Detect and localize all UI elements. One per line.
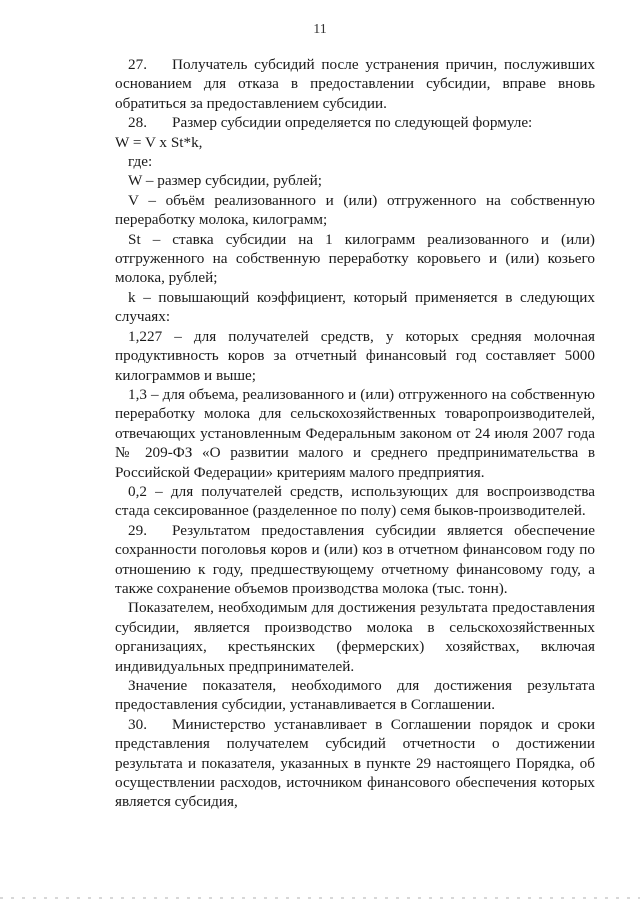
clause-number-28: 28. (128, 114, 147, 132)
page-number: 11 (313, 22, 327, 37)
clause-number-30: 30. (128, 715, 147, 733)
definition-w: W – размер субсидии, рублей; (128, 172, 323, 190)
indicator-value-paragraph: Значение показателя, необходимого для достижения результата предоставления субсидии, устанавливается в Соглашении. (115, 677, 595, 714)
definition-v: V – объём реализованного и (или) отгруженного на собственную переработку молока, килограмм; (115, 191, 595, 229)
coefficient-02: 0,2 – для получателей средств, использующих для воспроизводства стада сексированное (разделенное по полу) семя быков-производителей. (115, 482, 595, 520)
where-label: где: (128, 153, 153, 171)
definition-st: St – ставка субсидии на 1 килограмм реализованного и (или) отгруженного на собственную переработку коровьего и (или) козьего молока, рублей; (115, 230, 595, 287)
scan-edge-artifact (0, 897, 640, 899)
formula-line: W = V x St*k, (115, 133, 203, 151)
paragraph-29 (115, 521, 595, 599)
clause-number-29: 29. (128, 521, 147, 539)
document-body (115, 55, 595, 812)
paragraph-text: Министерство устанавливает в Соглашении порядок и сроки представления получателем субсидий отчетности о достижении результата и показателя, указанных в пункте 29 настоящего Порядка, об осуществлении расходов, источником финансового обеспечения которых является субсидия, (115, 715, 595, 811)
coefficient-1227: 1,227 – для получателей средств, у которых средняя молочная продуктивность коров за отчетный финансовый год составляет 5000 килограммов и выше; (115, 327, 595, 384)
definition-k: k – повышающий коэффициент, который применяется в следующих случаях: (115, 288, 595, 326)
paragraph-text: Результатом предоставления субсидии является обеспечение сохранности поголовья коров и (или) коз в отчетном финансовом году по отношению к году, предшествующему отчетному финансовому году, а также сохранение объемов производства молока (тыс. тонн). (115, 521, 595, 597)
paragraph-text: Размер субсидии определяется по следующей формуле: (172, 114, 533, 132)
paragraph-28 (115, 113, 595, 132)
paragraph-27 (115, 55, 595, 113)
clause-number-27: 27. (128, 56, 147, 73)
paragraph-text: Получатель субсидий после устранения причин, послуживших основанием для отказа в предоставлении субсидии, вправе вновь обратиться за предоставлением субсидии. (115, 56, 595, 112)
coefficient-13: 1,3 – для объема, реализованного и (или) отгруженного на собственную переработку молока для сельскохозяйственных товаропроизводителей, отвечающих установленным Федеральным законом от 24 июля 2007 года № 209-ФЗ «О развитии малого и среднего предпринимательства в Российской Федерации» критериям малого предприятия. (115, 385, 595, 481)
indicator-paragraph: Показателем, необходимым для достижения результата предоставления субсидии, является производство молока в сельскохозяйственных организациях, крестьянских (фермерских) хозяйствах, включая индивидуальных предпринимателей. (115, 599, 595, 675)
paragraph-30 (115, 715, 595, 812)
